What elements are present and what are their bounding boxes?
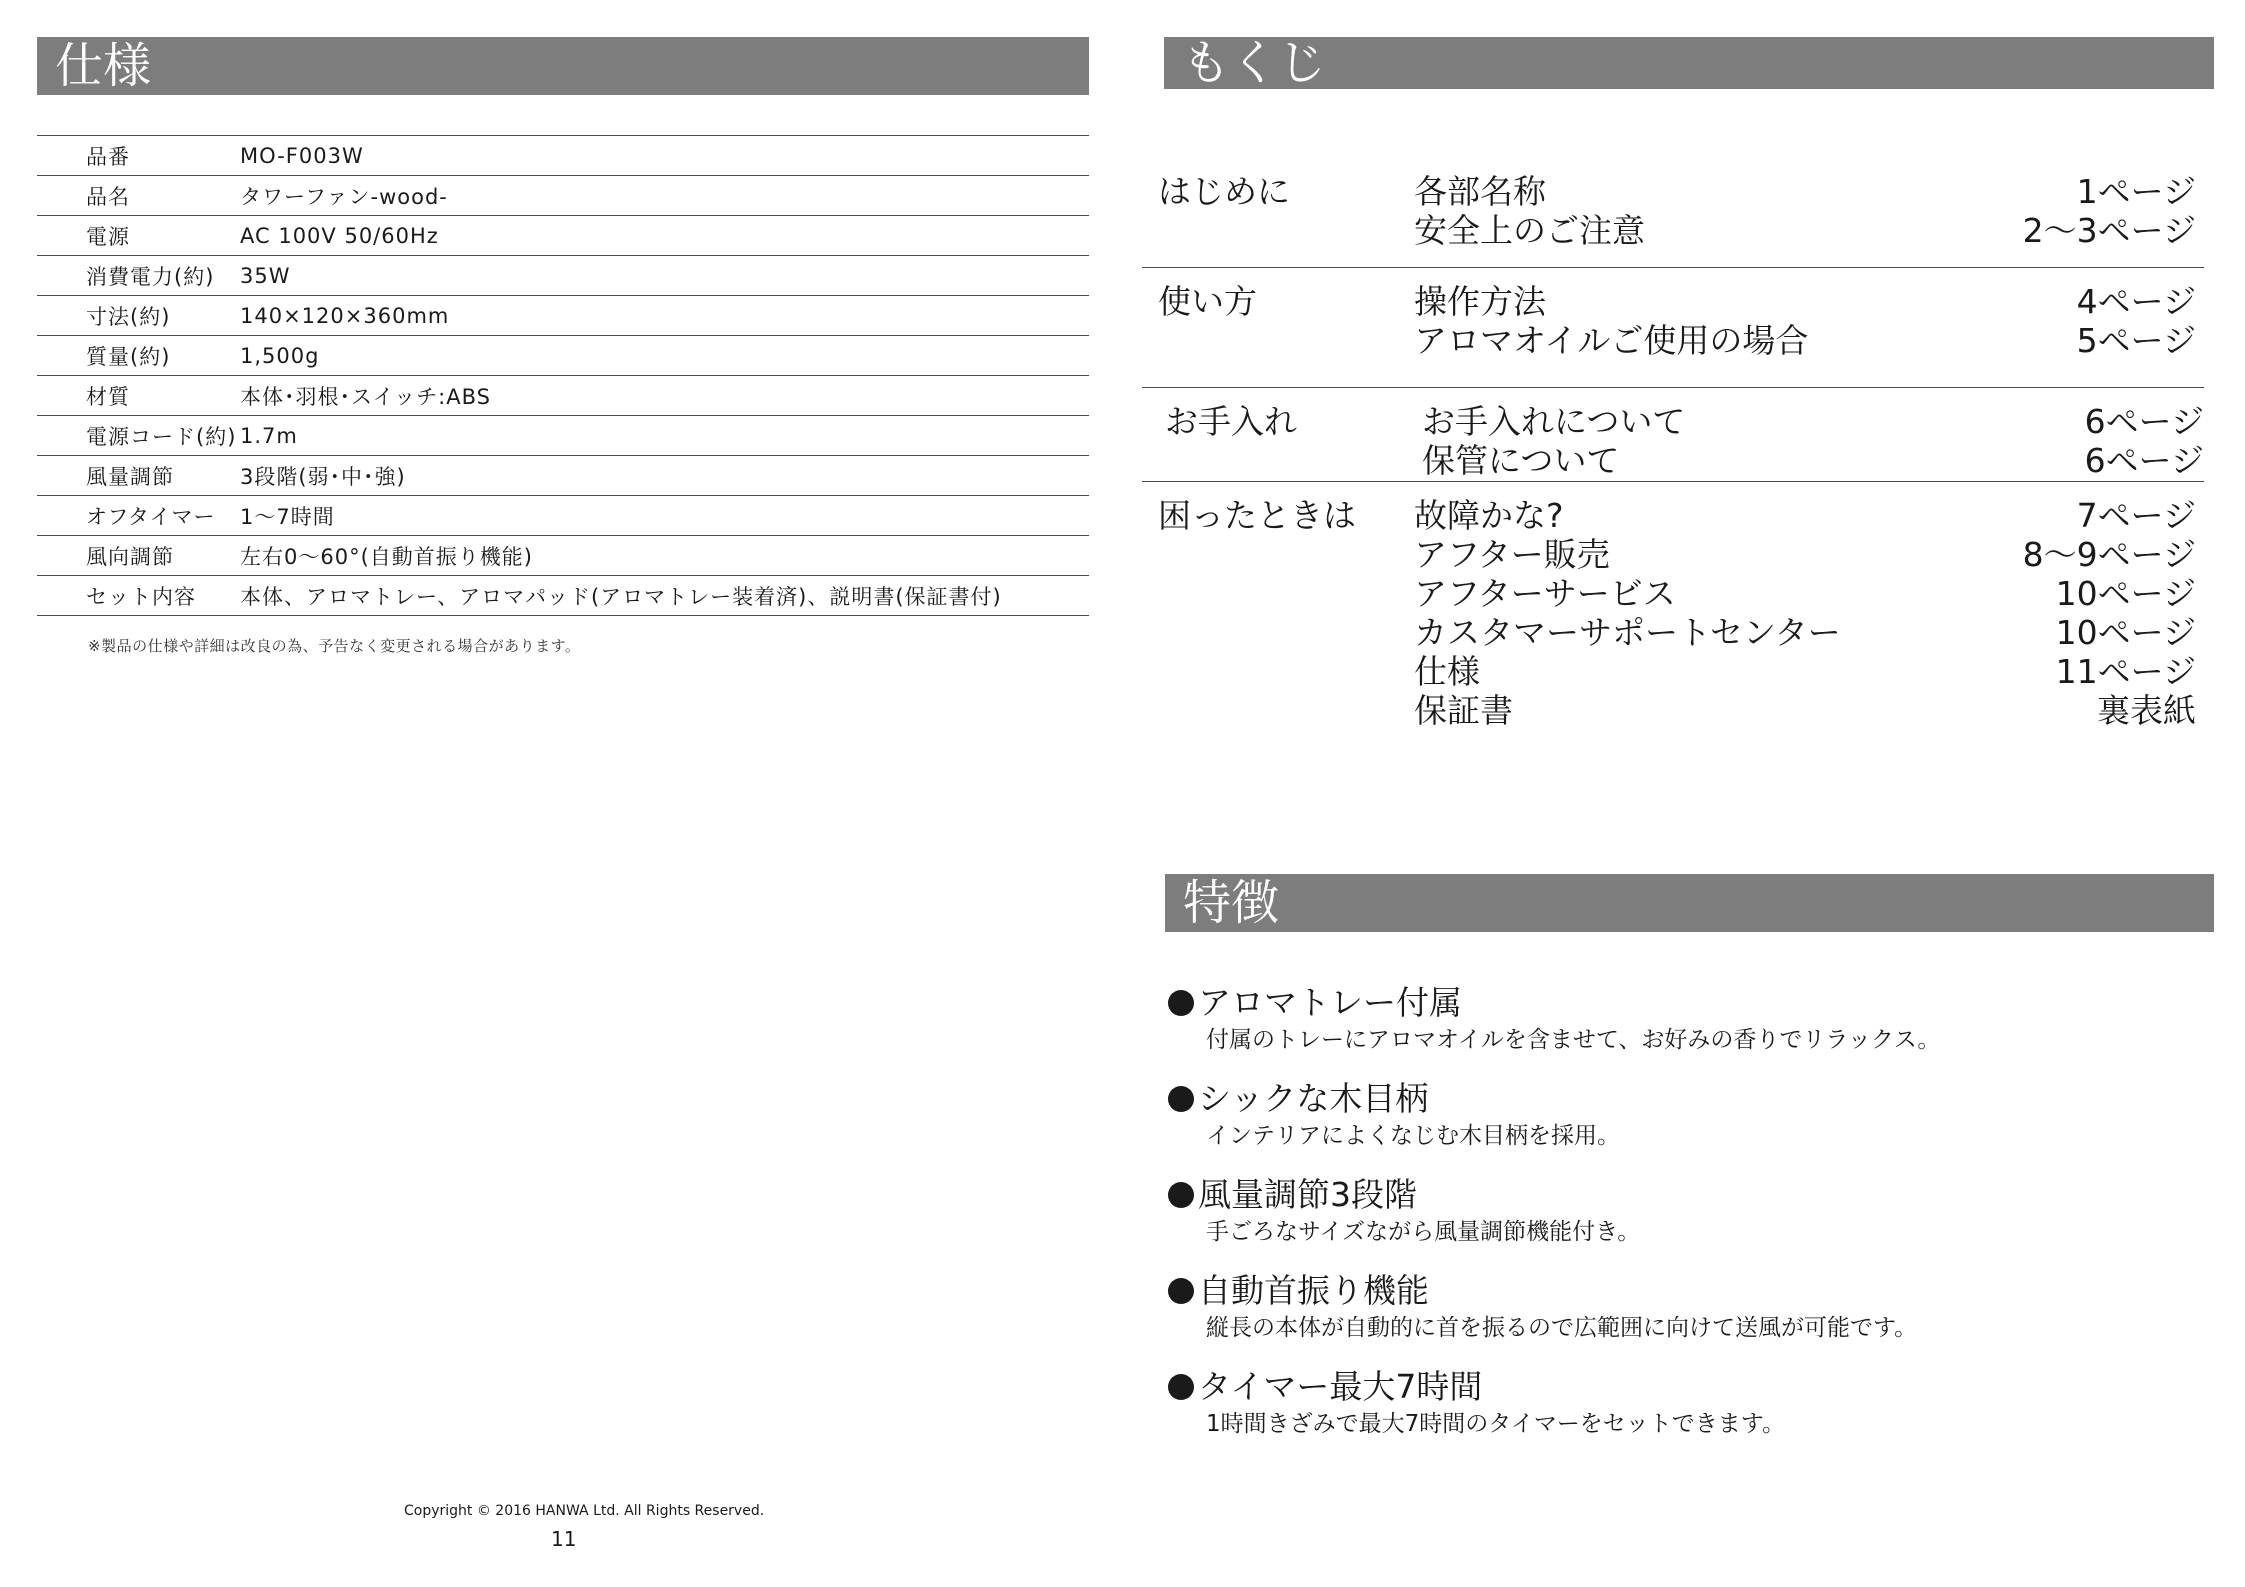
toc-category: はじめに [1158, 172, 1290, 211]
feature-title: アロマトレー付属 [1198, 983, 1462, 1022]
toc-entry-page: 裏表紙 [2097, 691, 2196, 730]
table-row [37, 296, 1089, 336]
toc-category: 困ったときは [1158, 496, 1356, 535]
feature-description: インテリアによくなじむ木目柄を採用。 [1206, 1123, 1620, 1149]
spec-value: 本体･羽根･スイッチ:ABS [240, 376, 1089, 416]
spec-label: セット内容 [37, 576, 240, 616]
toc-entry-title: 故障かな? [1414, 496, 1564, 535]
toc-entry[interactable] [1414, 535, 2204, 574]
toc-entry-title: 安全上のご注意 [1414, 211, 1645, 250]
spec-label: オフタイマー [37, 496, 240, 536]
spec-label: 品番 [37, 136, 240, 176]
toc-entry-page: 10ページ [2055, 574, 2196, 613]
feature-item [1168, 982, 2208, 1056]
feature-title: 自動首振り機能 [1198, 1271, 1429, 1310]
spec-label: 電源 [37, 216, 240, 256]
spec-value: 140×120×360mm [240, 296, 1089, 336]
feature-title-row [1168, 1078, 2208, 1120]
table-row [37, 376, 1089, 416]
toc-entry-page: 4ページ [2076, 282, 2196, 321]
bullet-icon [1168, 1182, 1194, 1208]
toc-entry-title: アフターサービス [1414, 574, 1676, 613]
toc-entry-title: アロマオイルご使用の場合 [1414, 321, 1809, 360]
spec-value: AC 100V 50/60Hz [240, 216, 1089, 256]
toc-entry-title: お手入れについて [1422, 402, 1686, 441]
toc-section-header [1164, 37, 2214, 89]
spec-label: 品名 [37, 176, 240, 216]
table-row [37, 136, 1089, 176]
toc-entry[interactable] [1422, 441, 2204, 480]
toc-entry[interactable] [1414, 652, 2204, 691]
toc-entries [1414, 496, 2204, 730]
spec-value: MO-F003W [240, 136, 1089, 176]
toc-category: お手入れ [1165, 402, 1297, 441]
toc-entry[interactable] [1414, 172, 2204, 211]
toc-entry[interactable] [1414, 282, 2204, 321]
toc-section [1142, 158, 2204, 267]
spec-value: 本体、アロマトレー、アロマパッド(アロマトレー装着済)、説明書(保証書付) [240, 576, 1089, 616]
toc-entry[interactable] [1414, 321, 2204, 360]
table-row [37, 216, 1089, 256]
toc-entry-title: 仕様 [1414, 652, 1480, 691]
spec-label: 材質 [37, 376, 240, 416]
toc-entry-title: 保証書 [1414, 691, 1513, 730]
bullet-icon [1168, 1086, 1194, 1112]
spec-value: 左右0〜60°(自動首振り機能) [240, 536, 1089, 576]
feature-title: タイマー最大7時間 [1198, 1367, 1483, 1406]
spec-section-header [37, 37, 1089, 95]
spec-value: 1,500g [240, 336, 1089, 376]
feature-title-row [1168, 1174, 2208, 1216]
table-row [37, 576, 1089, 616]
toc-entry-page: 11ページ [2055, 652, 2196, 691]
features-section-header [1165, 874, 2214, 932]
spec-value: 35W [240, 256, 1089, 296]
bullet-icon [1168, 990, 1194, 1016]
spec-label: 風量調節 [37, 456, 240, 496]
bullet-icon [1168, 1278, 1194, 1304]
table-row [37, 496, 1089, 536]
table-row [37, 456, 1089, 496]
toc-entry-page: 6ページ [2084, 441, 2204, 480]
left-page [0, 0, 1122, 1587]
toc-entry-title: 操作方法 [1414, 282, 1546, 321]
feature-item [1168, 1366, 2208, 1440]
toc-entry[interactable] [1414, 496, 2204, 535]
toc-entry-page: 10ページ [2055, 613, 2196, 652]
toc-entry[interactable] [1414, 613, 2204, 652]
toc-entry-page: 7ページ [2076, 496, 2196, 535]
spec-value: 1.7m [240, 416, 1089, 456]
table-of-contents [1142, 150, 2204, 741]
feature-title-row [1168, 982, 2208, 1024]
toc-entry-page: 1ページ [2076, 172, 2196, 211]
toc-entry-page: 2〜3ページ [2022, 211, 2196, 250]
table-row [37, 536, 1089, 576]
features-list [1168, 982, 2208, 1462]
toc-entry-title: カスタマーサポートセンター [1414, 613, 1841, 652]
feature-item [1168, 1270, 2208, 1344]
toc-entries [1414, 282, 2204, 360]
table-row [37, 416, 1089, 456]
feature-item [1168, 1174, 2208, 1248]
spec-label: 寸法(約) [37, 296, 240, 336]
spec-label: 風向調節 [37, 536, 240, 576]
feature-description: 手ごろなサイズながら風量調節機能付き。 [1206, 1219, 1641, 1245]
toc-title: もくじ [1182, 35, 1327, 91]
toc-entries [1422, 402, 2204, 480]
spec-table [37, 135, 1089, 616]
feature-title-row [1168, 1366, 2208, 1408]
feature-item [1168, 1078, 2208, 1152]
bullet-icon [1168, 1374, 1194, 1400]
feature-title-row [1168, 1270, 2208, 1312]
toc-section [1142, 481, 2204, 741]
toc-entry-page: 6ページ [2084, 402, 2204, 441]
features-title: 特徴 [1183, 875, 1280, 931]
toc-section [1142, 387, 2204, 481]
toc-entry-title: 保管について [1422, 441, 1620, 480]
spec-label: 消費電力(約) [37, 256, 240, 296]
table-row [37, 336, 1089, 376]
spec-value: 3段階(弱･中･強) [240, 456, 1089, 496]
toc-section [1142, 267, 2204, 387]
spec-title: 仕様 [55, 38, 152, 94]
spec-label: 質量(約) [37, 336, 240, 376]
spec-label: 電源コード(約) [37, 416, 240, 456]
spec-note: ※製品の仕様や詳細は改良の為、予告なく変更される場合があります。 [88, 637, 581, 655]
toc-entry[interactable] [1414, 211, 2204, 250]
page-number: 11 [551, 1527, 577, 1551]
toc-entry[interactable] [1422, 402, 2204, 441]
toc-category: 使い方 [1158, 282, 1257, 321]
toc-entry-title: アフター販売 [1414, 535, 1610, 574]
right-page [1122, 0, 2245, 1587]
feature-description: 付属のトレーにアロマオイルを含ませて、お好みの香りでリラックス。 [1206, 1027, 1941, 1053]
toc-entry-page: 8〜9ページ [2022, 535, 2196, 574]
toc-entry-title: 各部名称 [1414, 172, 1546, 211]
toc-entries [1414, 172, 2204, 250]
feature-description: 縦長の本体が自動的に首を振るので広範囲に向けて送風が可能です。 [1206, 1315, 1918, 1341]
table-row [37, 256, 1089, 296]
toc-entry[interactable] [1414, 574, 2204, 613]
toc-entry[interactable] [1414, 691, 2204, 730]
toc-entry-page: 5ページ [2076, 321, 2196, 360]
feature-title: 風量調節3段階 [1198, 1175, 1417, 1214]
table-row [37, 176, 1089, 216]
feature-title: シックな木目柄 [1198, 1079, 1429, 1118]
spec-value: 1〜7時間 [240, 496, 1089, 536]
spec-value: タワーファン-wood- [240, 176, 1089, 216]
feature-description: 1時間きざみで最大7時間のタイマーをセットできます。 [1206, 1411, 1785, 1437]
copyright: Copyright © 2016 HANWA Ltd. All Rights Reserved. [404, 1503, 765, 1519]
